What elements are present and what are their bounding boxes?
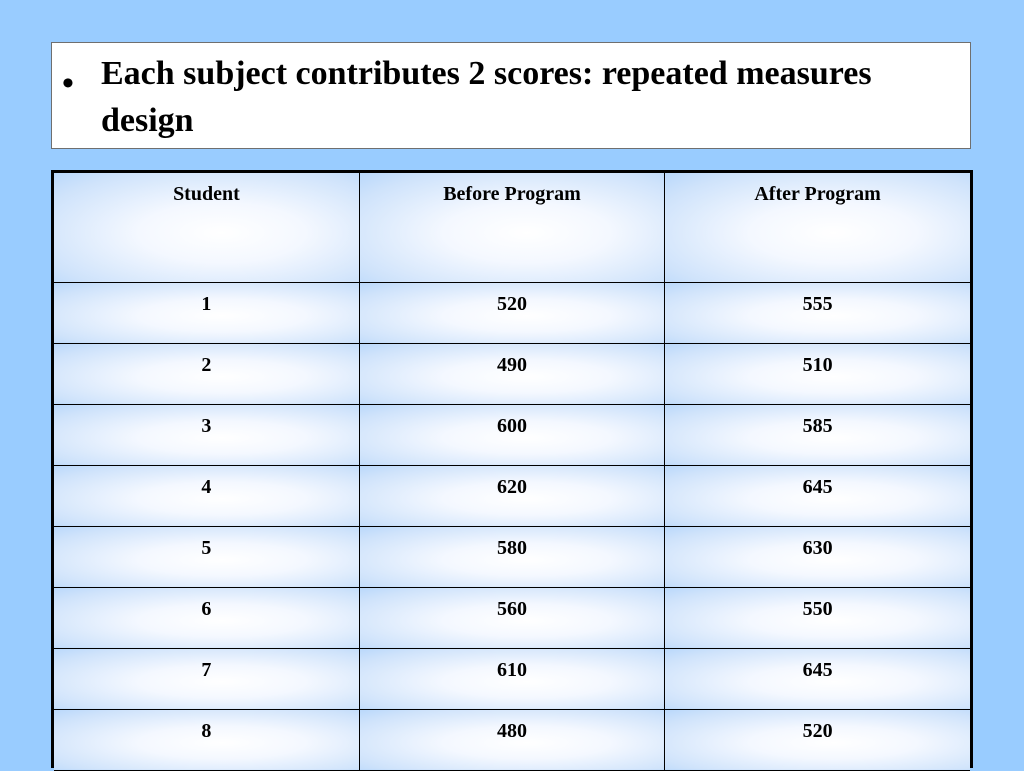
cell-after: 550 (665, 587, 970, 648)
table-row (54, 648, 970, 709)
data-table-container (51, 170, 973, 768)
cell-before: 560 (359, 587, 664, 648)
cell-before: 520 (359, 282, 664, 343)
cell-after: 585 (665, 404, 970, 465)
cell-after: 630 (665, 526, 970, 587)
cell-after: 555 (665, 282, 970, 343)
header-before-program: Before Program (359, 173, 664, 282)
table-row (54, 587, 970, 648)
cell-student: 1 (54, 282, 359, 343)
cell-before: 480 (359, 709, 664, 770)
cell-student: 7 (54, 648, 359, 709)
table-header-row (54, 173, 970, 282)
cell-student: 2 (54, 343, 359, 404)
cell-before: 610 (359, 648, 664, 709)
data-table (54, 173, 970, 771)
cell-after: 520 (665, 709, 970, 770)
cell-before: 580 (359, 526, 664, 587)
header-after-program: After Program (665, 173, 970, 282)
cell-student: 6 (54, 587, 359, 648)
cell-student: 3 (54, 404, 359, 465)
slide-title: Each subject contributes 2 scores: repeated measures design (101, 55, 872, 139)
cell-student: 5 (54, 526, 359, 587)
table-row (54, 343, 970, 404)
cell-after: 510 (665, 343, 970, 404)
title-box (51, 42, 971, 149)
cell-before: 620 (359, 465, 664, 526)
cell-before: 600 (359, 404, 664, 465)
cell-after: 645 (665, 465, 970, 526)
header-student: Student (54, 173, 359, 282)
cell-before: 490 (359, 343, 664, 404)
cell-student: 4 (54, 465, 359, 526)
table-row (54, 465, 970, 526)
table-row (54, 404, 970, 465)
bullet-icon: • (62, 65, 74, 102)
table-row (54, 526, 970, 587)
cell-student: 8 (54, 709, 359, 770)
table-row (54, 282, 970, 343)
cell-after: 645 (665, 648, 970, 709)
table-row (54, 709, 970, 770)
